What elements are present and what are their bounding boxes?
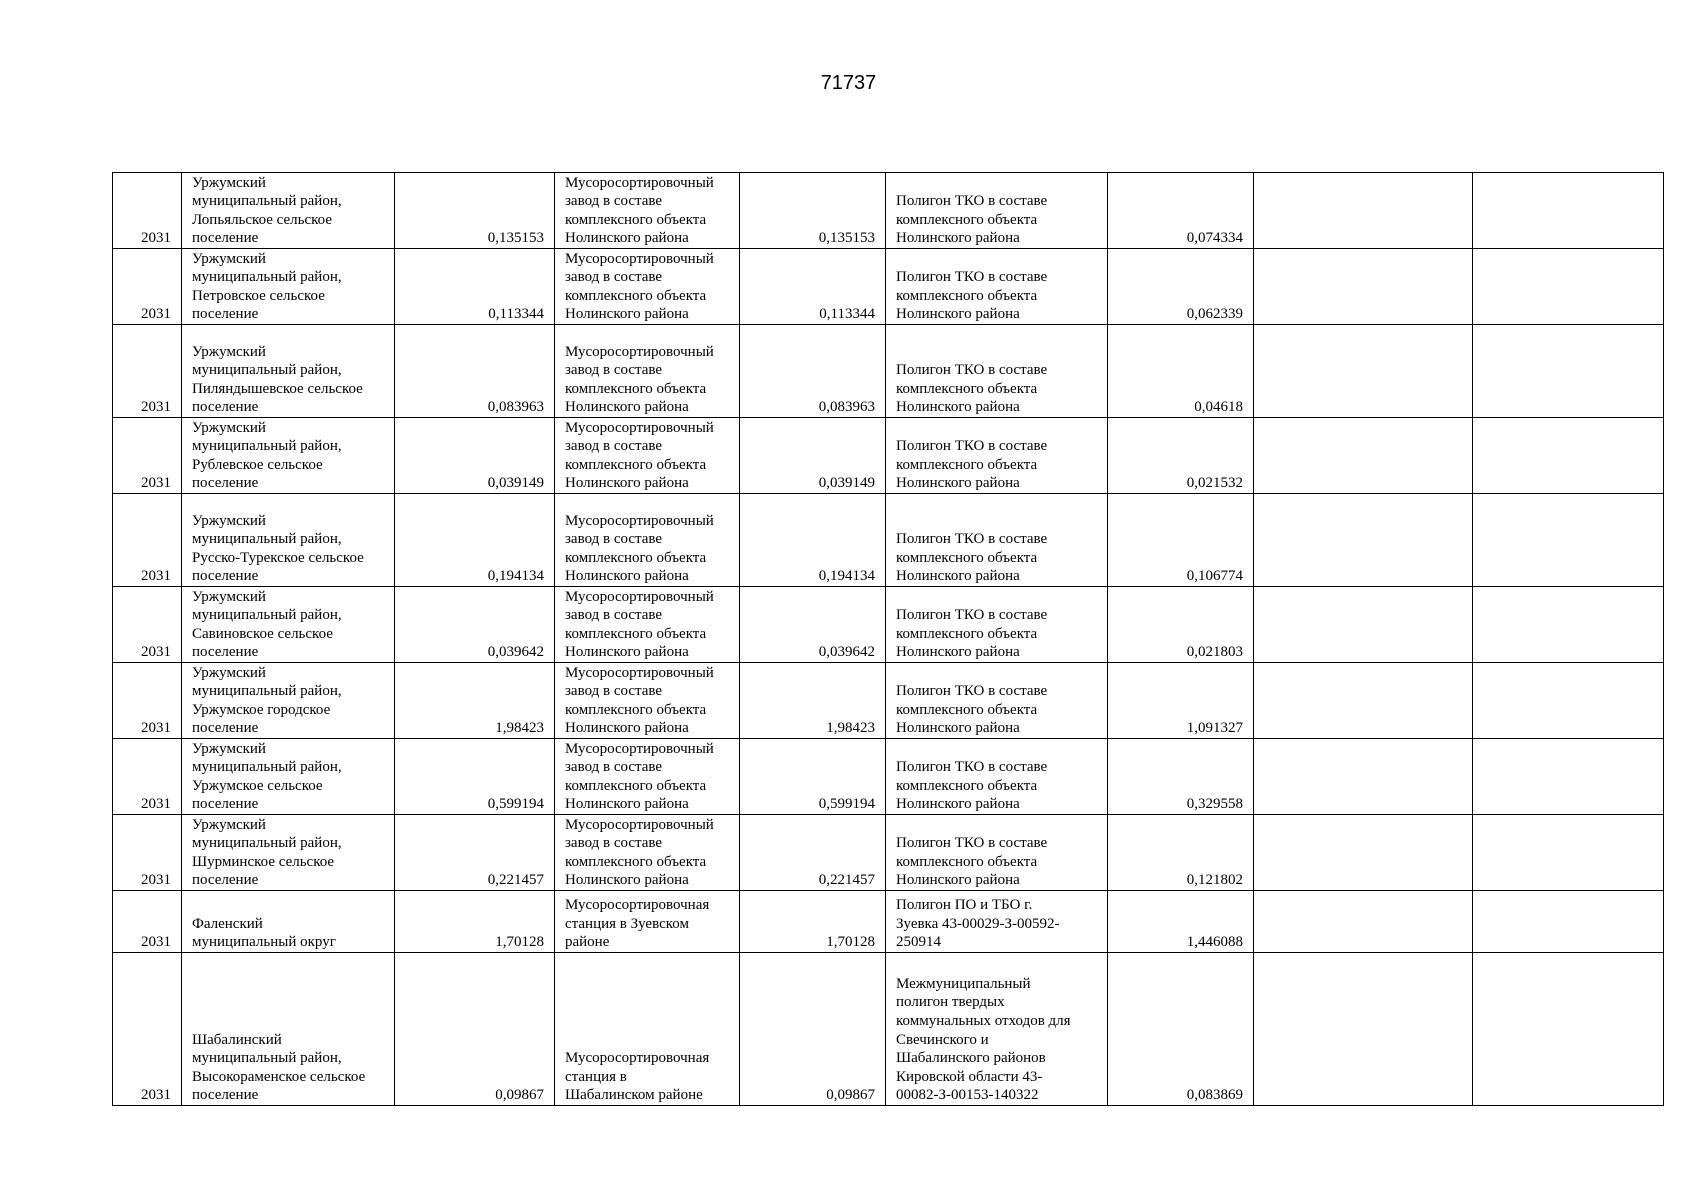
sorting-volume-cell: 0,599194 bbox=[740, 739, 886, 815]
municipality-cell: Уржумский муниципальный район, Уржумское сельское поселение bbox=[182, 739, 395, 815]
volume-cell: 0,135153 bbox=[395, 173, 555, 249]
year-cell: 2031 bbox=[113, 891, 182, 953]
landfill-volume-cell: 0,021532 bbox=[1108, 418, 1254, 494]
sorting-facility-cell: Мусоросортировочный завод в составе комплексного объекта Нолинского района bbox=[555, 173, 740, 249]
empty-cell bbox=[1473, 739, 1664, 815]
year-cell: 2031 bbox=[113, 249, 182, 325]
year-cell: 2031 bbox=[113, 953, 182, 1106]
sorting-facility-cell: Мусоросортировочный завод в составе комплексного объекта Нолинского района bbox=[555, 249, 740, 325]
year-cell: 2031 bbox=[113, 494, 182, 587]
year-cell: 2031 bbox=[113, 418, 182, 494]
municipality-cell: Уржумский муниципальный район, Савиновское сельское поселение bbox=[182, 587, 395, 663]
empty-cell bbox=[1254, 325, 1473, 418]
table-row bbox=[113, 953, 1664, 1106]
empty-cell bbox=[1254, 173, 1473, 249]
sorting-volume-cell: 0,113344 bbox=[740, 249, 886, 325]
empty-cell bbox=[1473, 249, 1664, 325]
empty-cell bbox=[1473, 325, 1664, 418]
empty-cell bbox=[1473, 418, 1664, 494]
landfill-cell: Полигон ТКО в составе комплексного объекта Нолинского района bbox=[886, 739, 1108, 815]
table-row bbox=[113, 587, 1664, 663]
landfill-volume-cell: 0,106774 bbox=[1108, 494, 1254, 587]
sorting-facility-cell: Мусоросортировочная станция в Зуевском районе bbox=[555, 891, 740, 953]
sorting-facility-cell: Мусоросортировочный завод в составе комплексного объекта Нолинского района bbox=[555, 494, 740, 587]
municipality-cell: Уржумский муниципальный район, Шурминское сельское поселение bbox=[182, 815, 395, 891]
landfill-cell: Полигон ТКО в составе комплексного объекта Нолинского района bbox=[886, 494, 1108, 587]
table-row bbox=[113, 891, 1664, 953]
waste-flow-table bbox=[112, 172, 1664, 1106]
sorting-facility-cell: Мусоросортировочный завод в составе комплексного объекта Нолинского района bbox=[555, 739, 740, 815]
sorting-facility-cell: Мусоросортировочный завод в составе комплексного объекта Нолинского района bbox=[555, 587, 740, 663]
table-body bbox=[113, 173, 1664, 1106]
sorting-volume-cell: 0,083963 bbox=[740, 325, 886, 418]
empty-cell bbox=[1473, 891, 1664, 953]
sorting-volume-cell: 0,039149 bbox=[740, 418, 886, 494]
table-row bbox=[113, 418, 1664, 494]
empty-cell bbox=[1254, 953, 1473, 1106]
municipality-cell: Уржумский муниципальный район, Рублевское сельское поселение bbox=[182, 418, 395, 494]
landfill-volume-cell: 0,121802 bbox=[1108, 815, 1254, 891]
sorting-volume-cell: 1,98423 bbox=[740, 663, 886, 739]
municipality-cell: Уржумский муниципальный район, Русско-Турекское сельское поселение bbox=[182, 494, 395, 587]
landfill-volume-cell: 0,083869 bbox=[1108, 953, 1254, 1106]
landfill-volume-cell: 0,062339 bbox=[1108, 249, 1254, 325]
landfill-volume-cell: 0,04618 bbox=[1108, 325, 1254, 418]
year-cell: 2031 bbox=[113, 587, 182, 663]
landfill-cell: Полигон ТКО в составе комплексного объекта Нолинского района bbox=[886, 418, 1108, 494]
landfill-cell: Полигон ПО и ТБО г. Зуевка 43-00029-З-00592- 250914 bbox=[886, 891, 1108, 953]
year-cell: 2031 bbox=[113, 173, 182, 249]
table-row bbox=[113, 249, 1664, 325]
empty-cell bbox=[1473, 953, 1664, 1106]
volume-cell: 1,70128 bbox=[395, 891, 555, 953]
sorting-facility-cell: Мусоросортировочный завод в составе комплексного объекта Нолинского района bbox=[555, 418, 740, 494]
volume-cell: 0,113344 bbox=[395, 249, 555, 325]
sorting-volume-cell: 0,09867 bbox=[740, 953, 886, 1106]
empty-cell bbox=[1254, 891, 1473, 953]
landfill-volume-cell: 0,329558 bbox=[1108, 739, 1254, 815]
sorting-facility-cell: Мусоросортировочный завод в составе комплексного объекта Нолинского района bbox=[555, 815, 740, 891]
municipality-cell: Уржумский муниципальный район, Петровское сельское поселение bbox=[182, 249, 395, 325]
landfill-cell: Полигон ТКО в составе комплексного объекта Нолинского района bbox=[886, 815, 1108, 891]
sorting-facility-cell: Мусоросортировочный завод в составе комплексного объекта Нолинского района bbox=[555, 663, 740, 739]
year-cell: 2031 bbox=[113, 325, 182, 418]
landfill-volume-cell: 1,446088 bbox=[1108, 891, 1254, 953]
landfill-cell: Полигон ТКО в составе комплексного объекта Нолинского района bbox=[886, 173, 1108, 249]
empty-cell bbox=[1254, 494, 1473, 587]
table-row bbox=[113, 173, 1664, 249]
empty-cell bbox=[1473, 663, 1664, 739]
landfill-volume-cell: 0,074334 bbox=[1108, 173, 1254, 249]
empty-cell bbox=[1473, 815, 1664, 891]
table-row bbox=[113, 739, 1664, 815]
landfill-volume-cell: 1,091327 bbox=[1108, 663, 1254, 739]
municipality-cell: Уржумский муниципальный район, Лопьяльское сельское поселение bbox=[182, 173, 395, 249]
landfill-cell: Полигон ТКО в составе комплексного объекта Нолинского района bbox=[886, 325, 1108, 418]
sorting-volume-cell: 0,221457 bbox=[740, 815, 886, 891]
empty-cell bbox=[1254, 587, 1473, 663]
volume-cell: 0,599194 bbox=[395, 739, 555, 815]
volume-cell: 0,083963 bbox=[395, 325, 555, 418]
municipality-cell: Уржумский муниципальный район, Уржумское городское поселение bbox=[182, 663, 395, 739]
year-cell: 2031 bbox=[113, 663, 182, 739]
sorting-facility-cell: Мусоросортировочная станция в Шабалинском районе bbox=[555, 953, 740, 1106]
table-row bbox=[113, 815, 1664, 891]
municipality-cell: Шабалинский муниципальный район, Высокораменское сельское поселение bbox=[182, 953, 395, 1106]
table-row bbox=[113, 494, 1664, 587]
sorting-volume-cell: 0,039642 bbox=[740, 587, 886, 663]
year-cell: 2031 bbox=[113, 739, 182, 815]
table-row bbox=[113, 663, 1664, 739]
empty-cell bbox=[1254, 815, 1473, 891]
sorting-volume-cell: 0,194134 bbox=[740, 494, 886, 587]
volume-cell: 0,194134 bbox=[395, 494, 555, 587]
year-cell: 2031 bbox=[113, 815, 182, 891]
landfill-cell: Полигон ТКО в составе комплексного объекта Нолинского района bbox=[886, 249, 1108, 325]
empty-cell bbox=[1254, 418, 1473, 494]
municipality-cell: Фаленский муниципальный округ bbox=[182, 891, 395, 953]
empty-cell bbox=[1254, 663, 1473, 739]
empty-cell bbox=[1254, 249, 1473, 325]
sorting-volume-cell: 0,135153 bbox=[740, 173, 886, 249]
empty-cell bbox=[1473, 587, 1664, 663]
volume-cell: 1,98423 bbox=[395, 663, 555, 739]
sorting-facility-cell: Мусоросортировочный завод в составе комплексного объекта Нолинского района bbox=[555, 325, 740, 418]
municipality-cell: Уржумский муниципальный район, Пиляндышевское сельское поселение bbox=[182, 325, 395, 418]
table-row bbox=[113, 325, 1664, 418]
empty-cell bbox=[1473, 173, 1664, 249]
landfill-volume-cell: 0,021803 bbox=[1108, 587, 1254, 663]
empty-cell bbox=[1473, 494, 1664, 587]
volume-cell: 0,09867 bbox=[395, 953, 555, 1106]
sorting-volume-cell: 1,70128 bbox=[740, 891, 886, 953]
landfill-cell: Межмуниципальный полигон твердых коммунальных отходов для Свечинского и Шабалинского районов Кировской области 43- 00082-З-00153-140322 bbox=[886, 953, 1108, 1106]
volume-cell: 0,039149 bbox=[395, 418, 555, 494]
volume-cell: 0,039642 bbox=[395, 587, 555, 663]
landfill-cell: Полигон ТКО в составе комплексного объекта Нолинского района bbox=[886, 663, 1108, 739]
empty-cell bbox=[1254, 739, 1473, 815]
volume-cell: 0,221457 bbox=[395, 815, 555, 891]
page-number: 71737 bbox=[820, 72, 877, 94]
landfill-cell: Полигон ТКО в составе комплексного объекта Нолинского района bbox=[886, 587, 1108, 663]
